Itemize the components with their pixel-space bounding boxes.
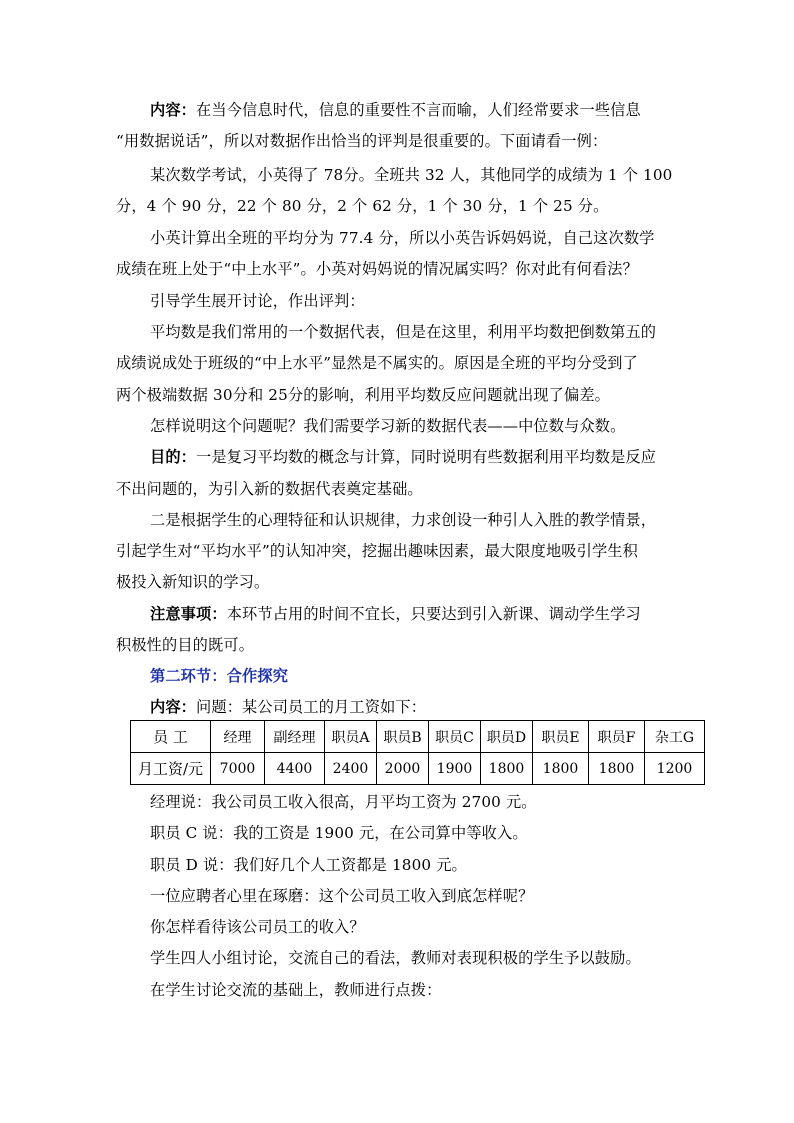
paragraph-intro: [150, 100, 641, 120]
analysis-text-line3: 两个极端数据 30分和 25分的影响，利用平均数反应问题就出现了偏差。: [116, 386, 610, 404]
discussion-text: 引导学生展开讨论，作出评判：: [150, 292, 365, 310]
table-cell: 1800: [533, 753, 589, 785]
table-cell: 7000: [211, 753, 265, 785]
purpose-label: 目的：: [150, 448, 197, 466]
exam-text-line1: 某次数学考试，小英得了 78分。全班共 32 人，其他同学的成绩为 1 个 100: [150, 166, 673, 184]
analysis-text-line1: 平均数是我们常用的一个数据代表，但是在这里，利用平均数把倒数第五的: [150, 323, 657, 341]
table-cell: 4400: [265, 753, 325, 785]
analysis-text-line2: 成绩说成处于班级的“中上水平”显然是不属实的。原因是全班的平均分受到了: [116, 354, 638, 372]
table-cell: 月工资/元: [131, 753, 211, 785]
table-cell: 1800: [589, 753, 645, 785]
table-cell: 职员F: [589, 721, 645, 753]
table-row-salary: [131, 753, 705, 785]
table-cell: 职员C: [429, 721, 481, 753]
section-title: 第二环节：合作探究: [150, 667, 289, 685]
table-cell: 职员E: [533, 721, 589, 753]
table-cell: 经理: [211, 721, 265, 753]
staff-c-statement: 职员 C 说：我的工资是 1900 元，在公司算中等收入。: [150, 824, 528, 842]
purpose2-text-line2: 引起学生对“平均水平”的认知冲突，挖掘出趣味因素，最大限度地吸引学生积: [116, 542, 638, 560]
table-cell: 员 工: [131, 721, 211, 753]
question-text: 怎样说明这个问题呢？我们需要学习新的数据代表——中位数与众数。: [150, 417, 626, 435]
applicant-question: 一位应聘者心里在琢磨：这个公司员工收入到底怎样呢？: [150, 887, 534, 905]
intro-text: 在当今信息时代，信息的重要性不言而喻，人们经常要求一些信息: [196, 101, 641, 119]
table-cell: 职员D: [481, 721, 533, 753]
purpose-text-line2: 不出问题的，为引入新的数据代表奠定基础。: [116, 480, 423, 498]
average-text-line1: 小英计算出全班的平均分为 77.4 分，所以小英告诉妈妈说，自己这次数学: [150, 229, 655, 247]
purpose-text: 一是复习平均数的概念与计算，同时说明有些数据利用平均数是反应: [196, 448, 657, 466]
problem-label: 内容：: [150, 698, 197, 716]
manager-statement: 经理说：我公司员工收入很高，月平均工资为 2700 元。: [150, 793, 537, 811]
intro-text-line2: “用数据说话”，所以对数据作出恰当的评判是很重要的。下面请看一例：: [116, 132, 608, 150]
table-row-header: [131, 721, 705, 753]
problem-text: 问题：某公司员工的月工资如下：: [196, 698, 427, 716]
purpose2-text-line3: 极投入新知识的学习。: [116, 573, 270, 591]
notes-text: 本环节占用的时间不宜长，只要达到引入新课、调动学生学习: [226, 605, 641, 623]
table-cell: 1200: [645, 753, 705, 785]
table-cell: 1800: [481, 753, 533, 785]
table-cell: 职员B: [377, 721, 429, 753]
notes-text-line2: 积极性的目的既可。: [116, 636, 255, 654]
average-text-line2: 成绩在班上处于“中上水平”。小英对妈妈说的情况属实吗？你对此有何看法？: [116, 260, 638, 278]
staff-d-statement: 职员 D 说：我们好几个人工资都是 1800 元。: [150, 856, 467, 874]
paragraph-problem: [150, 697, 426, 717]
paragraph-notes: [150, 604, 641, 624]
reader-question: 你怎样看待该公司员工的收入？: [150, 918, 365, 936]
paragraph-purpose: [150, 447, 656, 467]
group-discussion-text: 学生四人小组讨论，交流自己的看法，教师对表现积极的学生予以鼓励。: [150, 949, 641, 967]
notes-label: 注意事项：: [150, 605, 227, 623]
table-cell: 副经理: [265, 721, 325, 753]
table-cell: 2000: [377, 753, 429, 785]
purpose2-text-line1: 二是根据学生的心理特征和认识规律，力求创设一种引人入胜的教学情景，: [150, 511, 657, 529]
content-label: 内容：: [150, 101, 197, 119]
table-cell: 杂工G: [645, 721, 705, 753]
exam-text-line2: 分，4 个 90 分，22 个 80 分，2 个 62 分，1 个 30 分，1 个 25 分。: [116, 197, 609, 215]
salary-table: [130, 720, 705, 785]
table-cell: 职员A: [325, 721, 377, 753]
teacher-guidance-text: 在学生讨论交流的基础上，教师进行点拨：: [150, 981, 442, 999]
table-cell: 2400: [325, 753, 377, 785]
table-cell: 1900: [429, 753, 481, 785]
